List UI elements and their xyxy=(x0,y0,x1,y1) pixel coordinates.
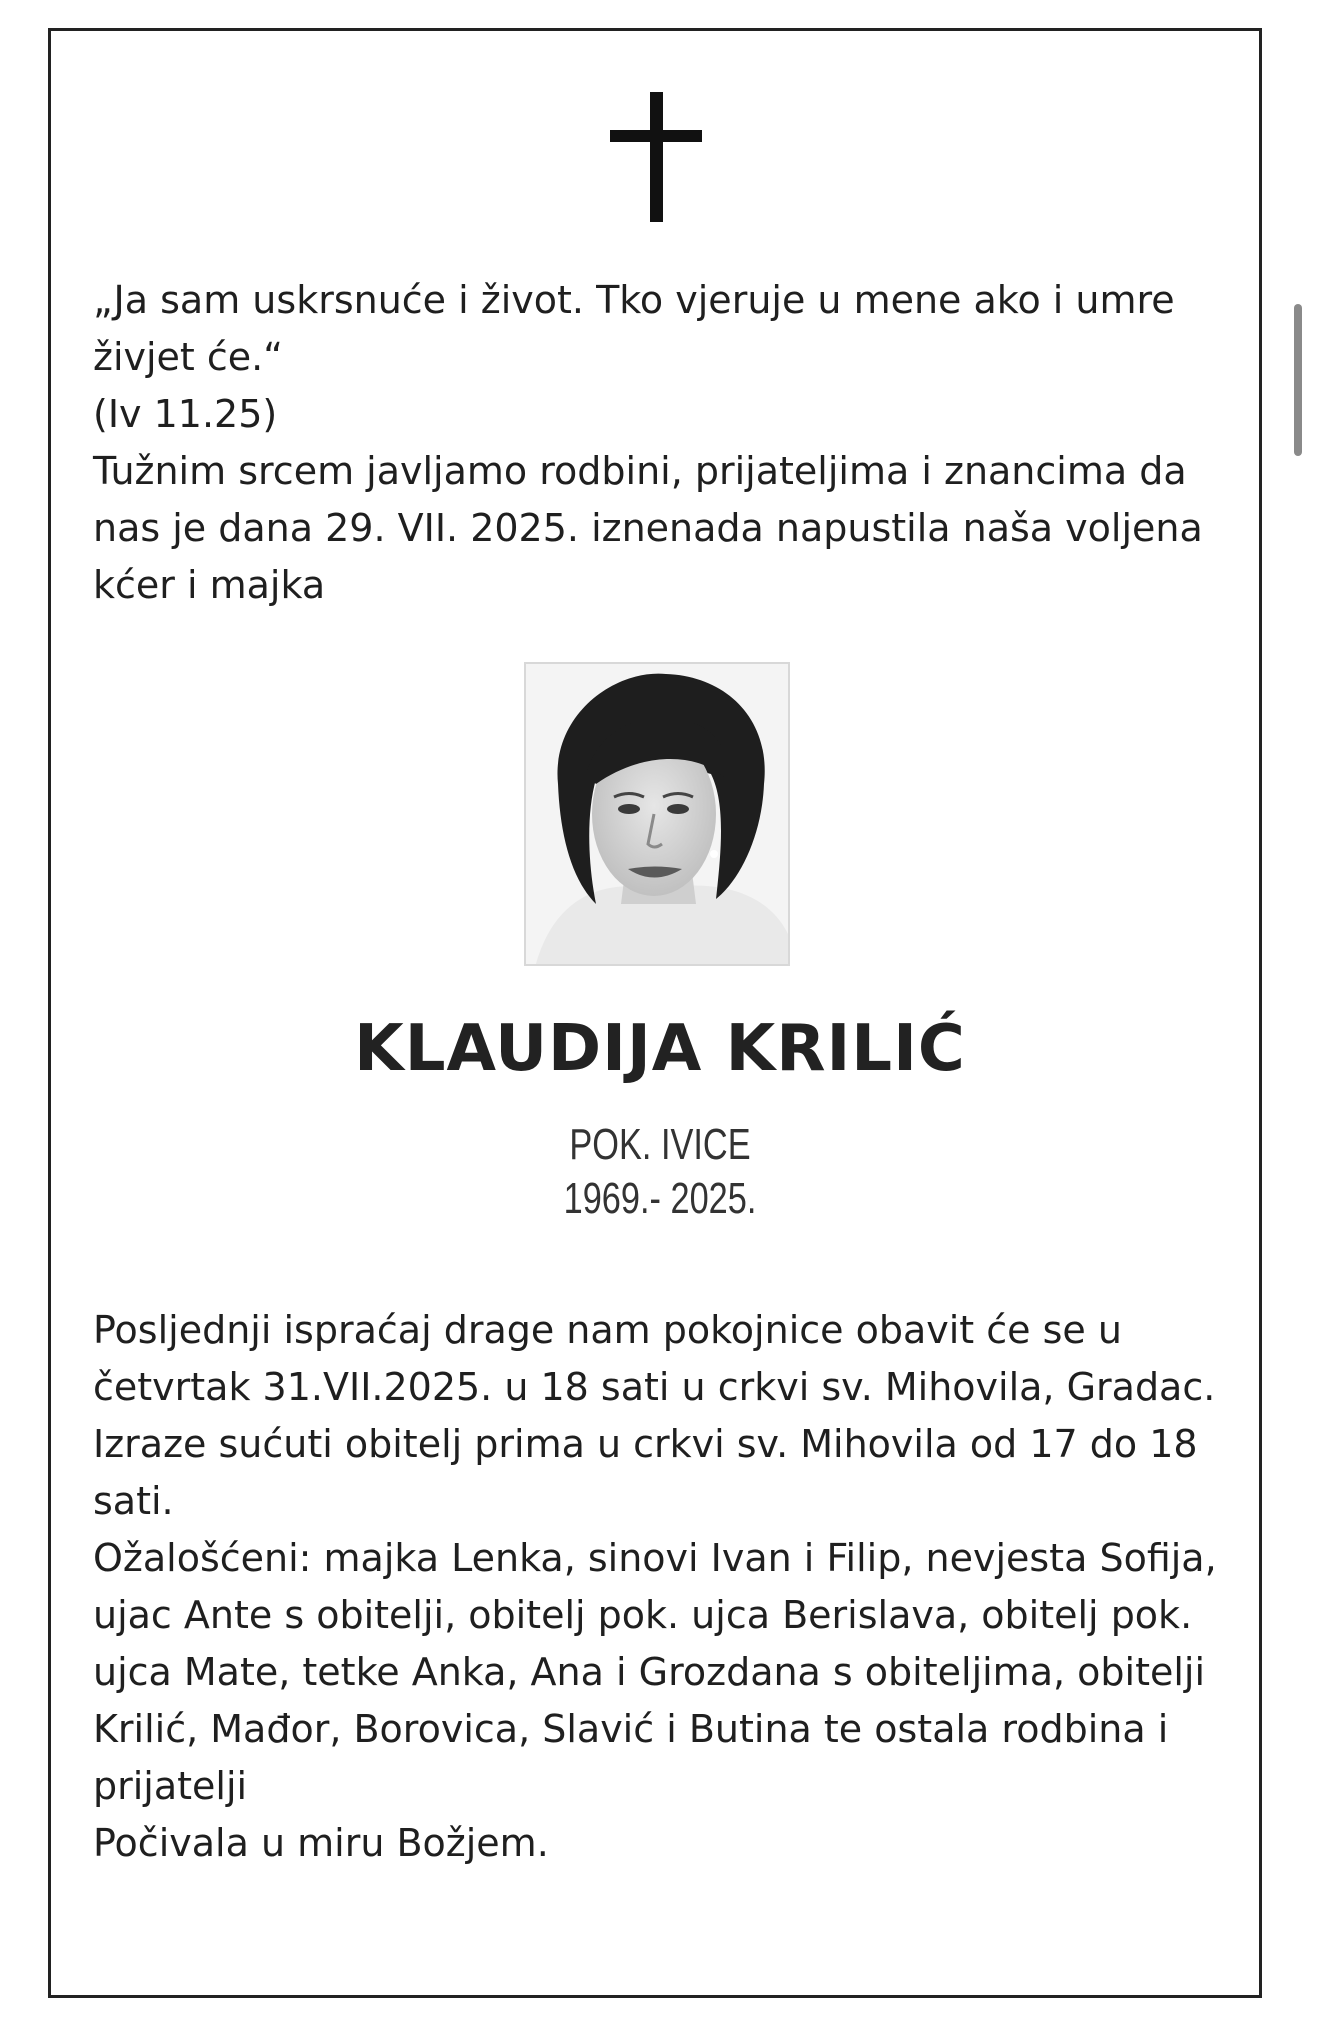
intro-line: nas je dana 29. VII. 2025. iznenada napustila naša voljena xyxy=(93,506,1203,550)
life-years: 1969.- 2025. xyxy=(563,1174,757,1223)
details-line: ujac Ante s obitelji, obitelj pok. ujca Berislava, obitelj pok. xyxy=(93,1593,1193,1637)
details-line: Krilić, Mađor, Borovica, Slavić i Butina te ostala rodbina i xyxy=(93,1707,1169,1751)
deceased-photo xyxy=(524,662,790,966)
funeral-details xyxy=(93,1302,1233,1872)
details-line: Počivala u miru Božjem. xyxy=(93,1821,549,1865)
details-line: sati. xyxy=(93,1479,174,1523)
details-line: četvrtak 31.VII.2025. u 18 sati u crkvi sv. Mihovila, Gradac. xyxy=(93,1365,1216,1409)
intro-line: kćer i majka xyxy=(93,563,326,607)
cross-icon xyxy=(610,92,702,222)
details-line: Posljednji ispraćaj drage nam pokojnice obavit će se u xyxy=(93,1308,1122,1352)
details-line: Ožalošćeni: majka Lenka, sinovi Ivan i Filip, nevjesta Sofija, xyxy=(93,1536,1217,1580)
intro-line: živjet će.“ xyxy=(93,335,283,379)
details-line: ujca Mate, tetke Anka, Ana i Grozdana s obiteljima, obitelji xyxy=(93,1650,1206,1694)
scrollbar[interactable] xyxy=(1294,304,1302,456)
intro-line: „Ja sam uskrsnuće i život. Tko vjeruje u mene ako i umre xyxy=(93,278,1175,322)
intro-line: Tužnim srcem javljamo rodbini, prijateljima i znancima da xyxy=(93,449,1187,493)
intro-line: (Iv 11.25) xyxy=(93,392,278,436)
details-line: prijatelji xyxy=(93,1764,248,1808)
father-name: POK. IVICE xyxy=(569,1120,751,1169)
deceased-name: KLAUDIJA KRILIĆ xyxy=(354,1012,966,1086)
details-line: Izraze sućuti obitelj prima u crkvi sv. Mihovila od 17 do 18 xyxy=(93,1422,1198,1466)
intro-text xyxy=(93,272,1233,614)
